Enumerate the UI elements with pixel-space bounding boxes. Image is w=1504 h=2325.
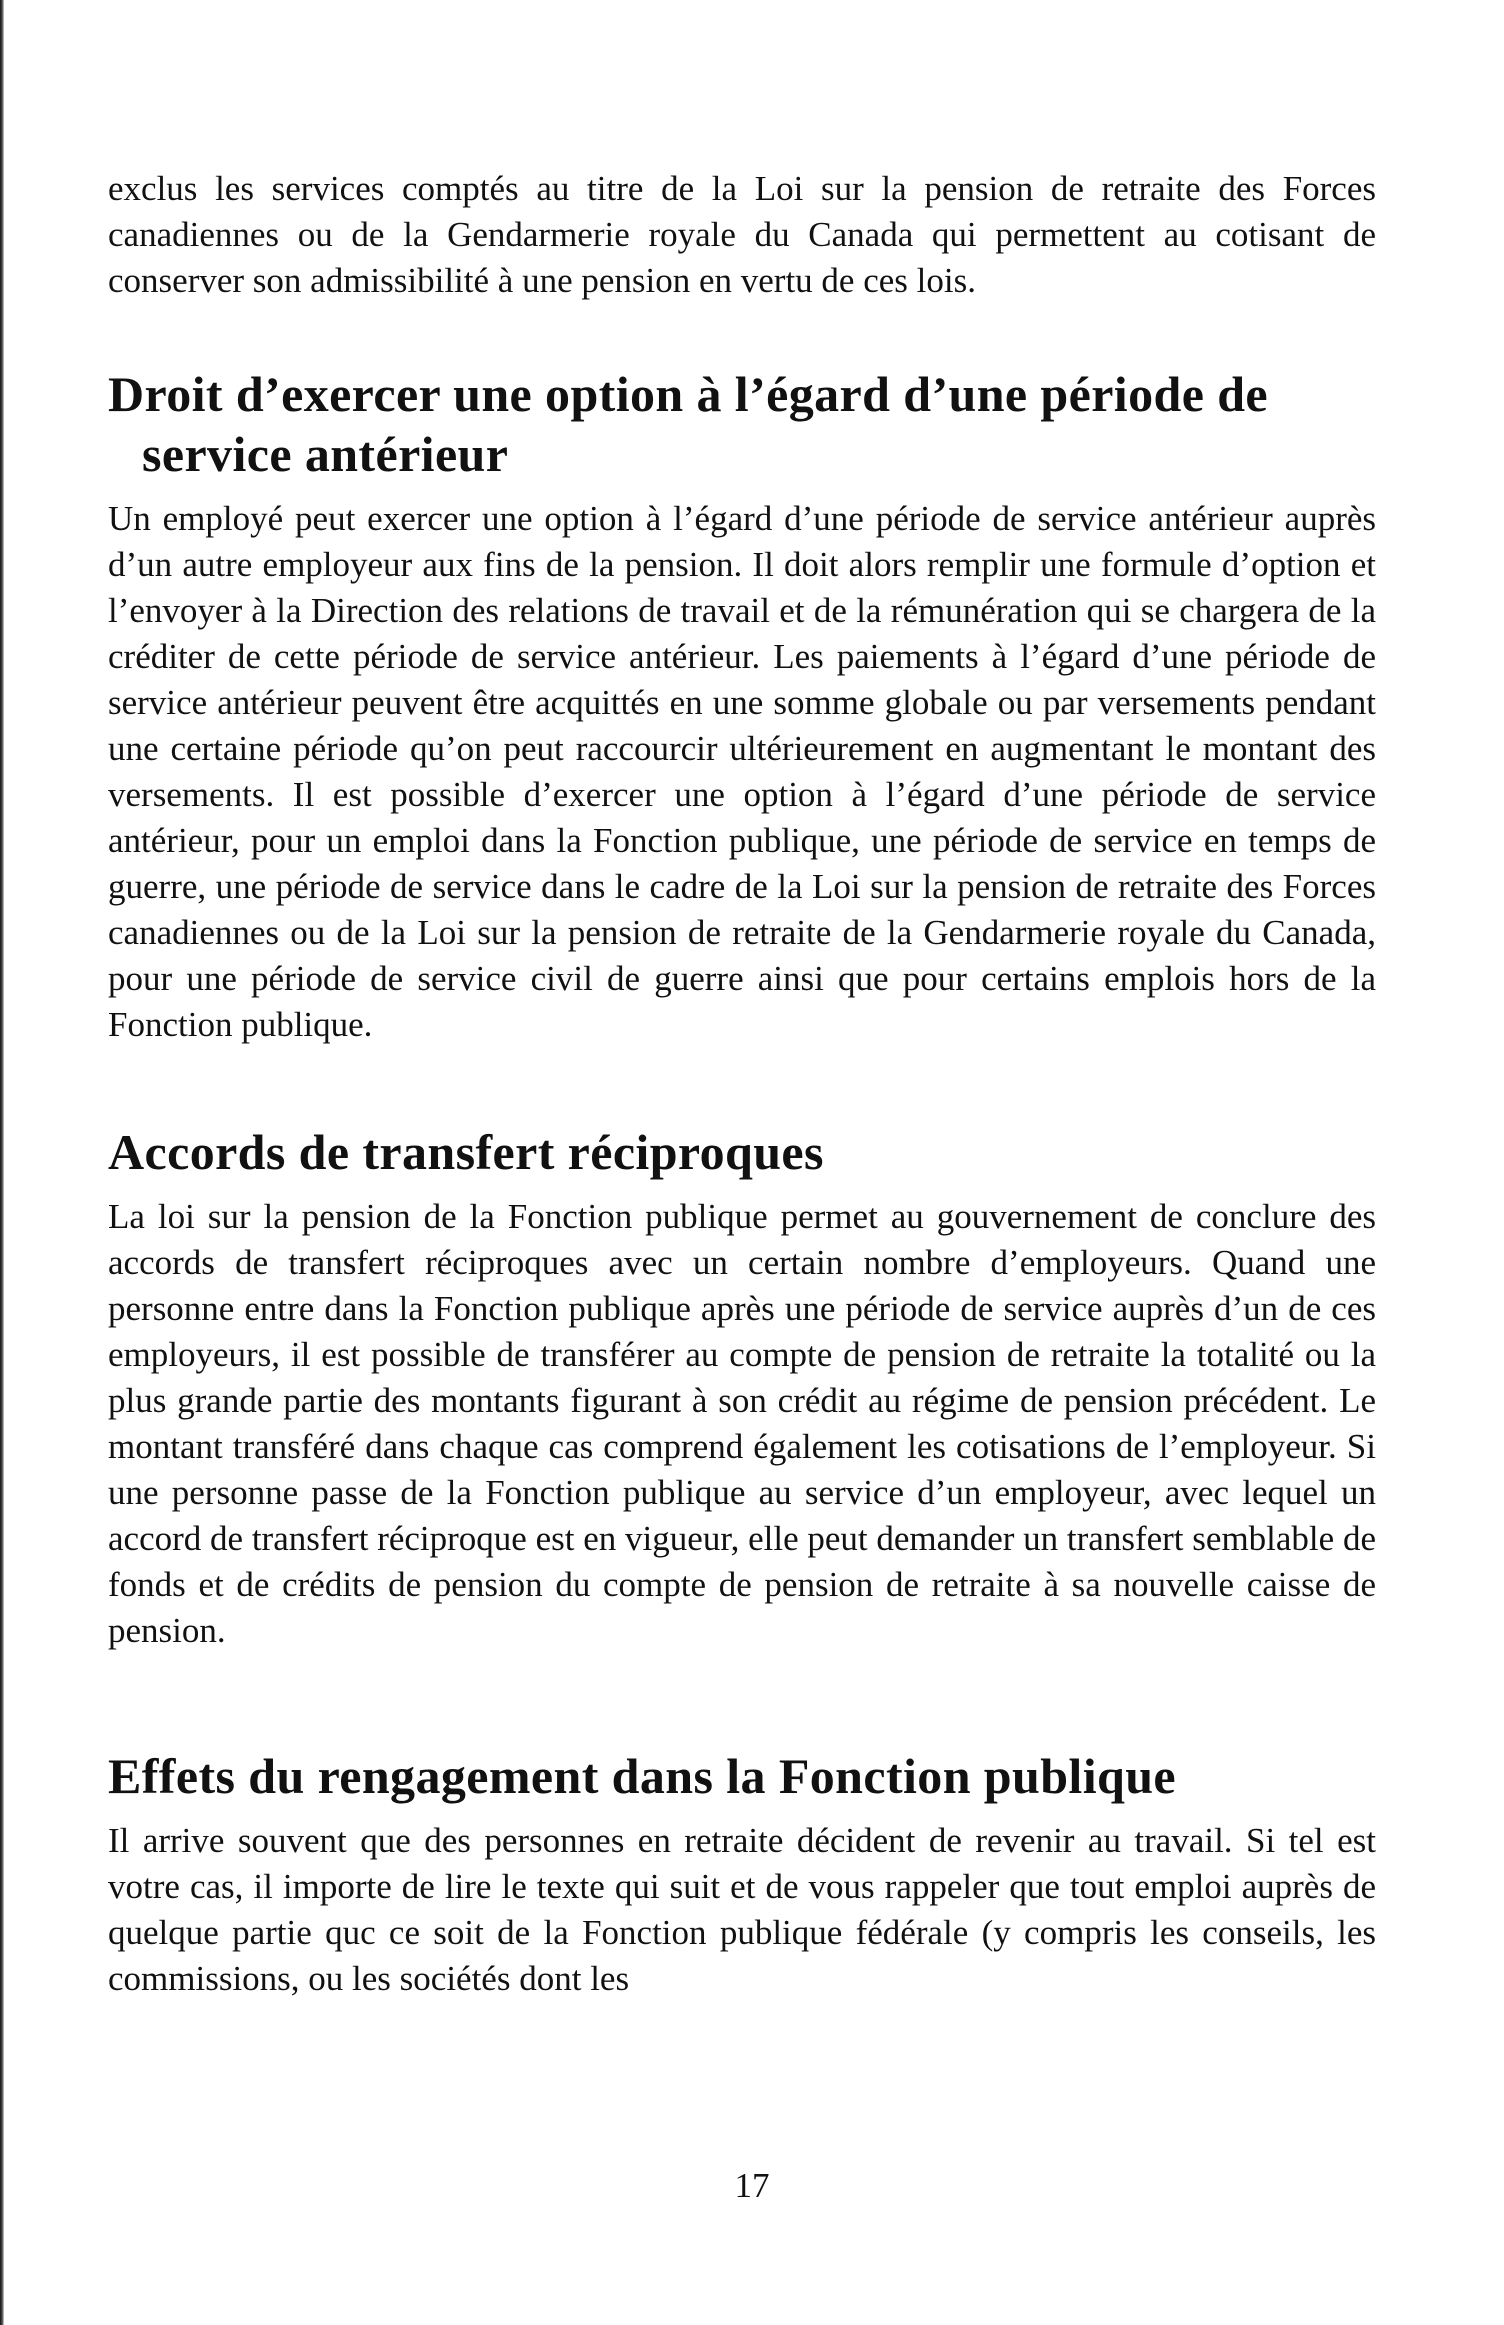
document-page [108, 166, 1376, 2002]
section-body-transfer-agreements: La loi sur la pension de la Fonction publique permet au gouvernement de conclure des accords de transfert réciproques avec un certain nombre d’employeurs. Quand une personne entre dans la Fonction publique après une période de service auprès d’un de ces employeurs, il est possible de transférer au compte de pension de retraite la totalité ou la plus grande partie des montants figurant à son crédit au régime de pension précédent. Le montant transféré dans chaque cas comprend également les cotisations de l’employeur. Si une personne passe de la Fonction publique au service d’un employeur, avec lequel un accord de transfert réciproque est en vigueur, elle peut demander un transfert semblable de fonds et de crédits de pension du compte de pension de retraite à sa nouvelle caisse de pension. [108, 1197, 1376, 1650]
section-body-reengagement: Il arrive souvent que des personnes en retraite décident de revenir au travail. Si tel est votre cas, il importe de lire le texte qui suit et de vous rappeler que tout emploi auprès de quelque partie quc ce soit de la Fonction publique fédérale (y compris les conseils, les commissions, ou les sociétés dont les [108, 1821, 1376, 1998]
section-heading-transfer-agreements: Accords de transfert réciproques [108, 1124, 824, 1180]
section-body-option-service: Un employé peut exercer une option à l’égard d’une période de service antérieur auprès d’un autre employeur aux fins de la pension. Il doit alors remplir une formule d’option et l’envoyer à la Direction des relations de travail et de la rémunération qui se chargera de la créditer de cette période de service antérieur. Les paiements à l’égard d’une période de service antérieur peuvent être acquittés en une somme globale ou par versements pendant une certaine période qu’on peut raccourcir ultérieurement en augmentant le montant des versements. Il est possible d’exercer une option à l’égard d’une période de service antérieur, pour un emploi dans la Fonction publique, une période de service en temps de guerre, une période de service dans le cadre de la Loi sur la pension de retraite des Forces canadiennes ou de la Loi sur la pension de retraite de la Gendarmerie royale du Canada, pour une période de service civil de guerre ainsi que pour certains emplois hors de la Fonction publique. [108, 499, 1376, 1044]
intro-paragraph: exclus les services comptés au titre de la Loi sur la pension de retraite des Forces canadiennes ou de la Gendarmerie royale du Canada qui permettent au cotisant de conserver son admissibilité à une pension en vertu de ces lois. [108, 169, 1376, 300]
scan-edge-shadow [0, 0, 4, 2325]
section-heading-option-service [108, 364, 1376, 484]
heading-line-2: service antérieur [142, 426, 509, 482]
page-number: 17 [734, 2166, 770, 2205]
heading-line-1: Droit d’exercer une option à l’égard d’une période de [108, 366, 1268, 422]
section-heading-reengagement: Effets du rengagement dans la Fonction publique [108, 1748, 1177, 1804]
